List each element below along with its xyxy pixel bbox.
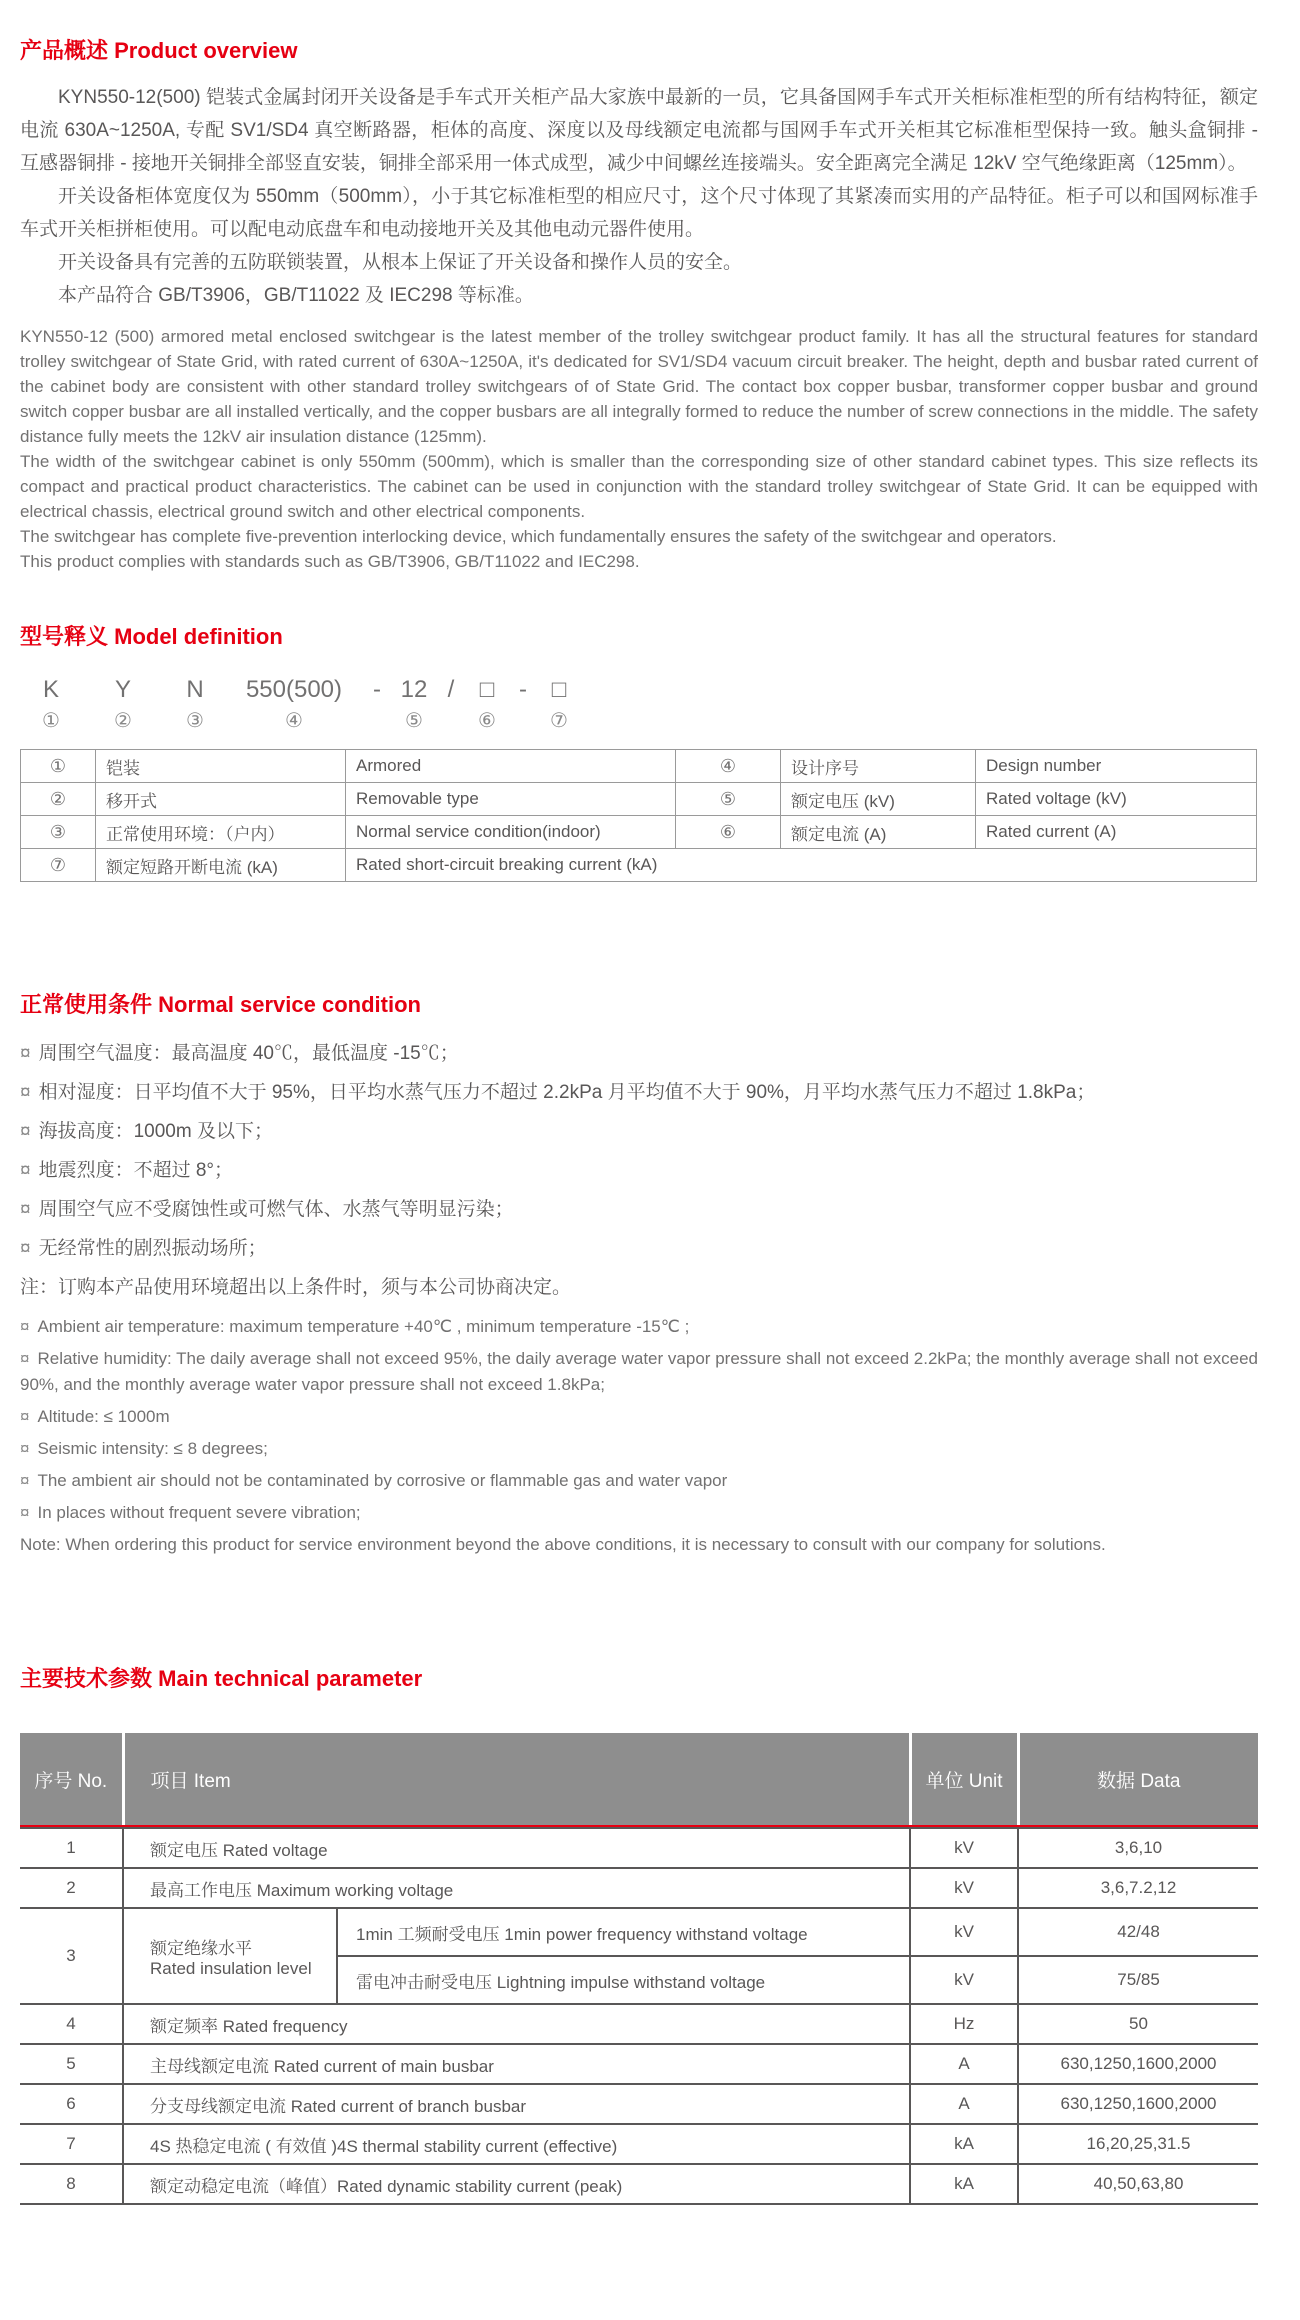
column-header-unit: 单位 Unit — [910, 1733, 1018, 1825]
formula-symbol: - — [373, 676, 381, 703]
item-cell: 额定频率 Rated frequency — [123, 2004, 910, 2044]
list-item-text: 地震烈度：不超过 8°； — [38, 1160, 234, 1181]
service-condition-list-cn — [20, 1041, 1258, 1301]
data-cell: 75/85 — [1018, 1956, 1258, 2004]
row-number-cell: 8 — [20, 2164, 123, 2204]
table-row — [20, 2084, 1258, 2124]
row-number-cell: 2 — [20, 1868, 123, 1908]
formula-item — [516, 677, 530, 709]
formula-index: ⑥ — [478, 710, 496, 732]
item-cell: 最高工作电压 Maximum working voltage — [123, 1868, 910, 1908]
row-number-cell: 3 — [20, 1908, 123, 2004]
model-index-cell: ⑦ — [21, 849, 96, 882]
formula-index: ⑦ — [550, 710, 568, 732]
overview-en-paragraph: The width of the switchgear cabinet is only 550mm (500mm), which is smaller than the corresponding size of other standard cabinet types. This size reflects its compact and practical product characteristics. The cabinet can be used in conjunction with the standard trolley switchgear of State Grid. It can be equipped with electrical chassis, electrical ground switch and other electrical components. — [20, 452, 1258, 521]
service-note-cn: 注：订购本产品使用环境超出以上条件时，须与本公司协商决定。 — [20, 1277, 572, 1298]
formula-symbol: □ — [479, 676, 495, 703]
list-item-text: The ambient air should not be contaminated by corrosive or flammable gas and water vapor — [37, 1471, 728, 1490]
model-index-cell: ② — [21, 783, 96, 816]
list-item-text: 周围空气应不受腐蚀性或可燃气体、水蒸气等明显污染； — [38, 1199, 514, 1220]
unit-cell: kA — [910, 2164, 1018, 2204]
model-cn-cell: 额定短路开断电流 (kA) — [96, 849, 346, 882]
row-number-cell: 4 — [20, 2004, 123, 2044]
list-item — [20, 1500, 1258, 1526]
overview-en-paragraph: This product complies with standards such as GB/T3906, GB/T11022 and IEC298. — [20, 552, 640, 571]
normal-service-condition-heading: 正常使用条件 Normal service condition — [20, 992, 421, 1017]
formula-symbol: - — [519, 676, 527, 703]
list-item — [20, 1314, 1258, 1340]
bullet-icon: ¤ — [20, 1349, 30, 1368]
item-cell: 额定电压 Rated voltage — [123, 1828, 910, 1868]
column-header-data: 数据 Data — [1018, 1733, 1258, 1825]
item-cell: 额定动稳定电流（峰值）Rated dynamic stability current (peak) — [123, 2164, 910, 2204]
overview-cn-paragraph: 开关设备具有完善的五防联锁装置，从根本上保证了开关设备和操作人员的安全。 — [58, 252, 743, 273]
model-cn-cell: 设计序号 — [781, 750, 976, 783]
table-row — [21, 816, 1257, 849]
list-item — [20, 1468, 1258, 1494]
item-cell: 主母线额定电流 Rated current of main busbar — [123, 2044, 910, 2084]
list-item-text: 海拔高度：1000m 及以下； — [38, 1121, 273, 1142]
bullet-icon: ¤ — [20, 1160, 31, 1181]
unit-cell: kV — [910, 1868, 1018, 1908]
unit-cell: kV — [910, 1956, 1018, 2004]
formula-index: ④ — [285, 710, 303, 732]
overview-chinese-paragraphs — [20, 81, 1258, 312]
list-item — [20, 1436, 1258, 1462]
bullet-icon: ¤ — [20, 1238, 31, 1259]
formula-item — [472, 677, 502, 733]
bullet-icon: ¤ — [20, 1121, 31, 1142]
sub-item-cell: 1min 工频耐受电压 1min power frequency withstand voltage — [337, 1908, 910, 1956]
model-en-cell: Rated voltage (kV) — [976, 783, 1257, 816]
list-item-text: Ambient air temperature: maximum temperature +40℃ , minimum temperature -15℃ ; — [37, 1317, 690, 1336]
formula-symbol: / — [447, 676, 455, 703]
formula-item — [544, 677, 574, 733]
data-cell: 3,6,10 — [1018, 1828, 1258, 1868]
bullet-icon: ¤ — [20, 1439, 30, 1458]
formula-index: ⑤ — [405, 710, 423, 732]
formula-symbol: K — [42, 676, 59, 703]
model-index-cell: ⑥ — [676, 816, 781, 849]
formula-item — [244, 677, 344, 733]
list-item — [20, 1404, 1258, 1430]
list-item-text: Relative humidity: The daily average shall not exceed 95%, the daily average water vapor pressure shall not exceed 2.2kPa; the monthly average shall not exceed 90%, and the monthly average water vapor pressure shall not exceed 1.8kPa; — [20, 1349, 1258, 1394]
bullet-icon: ¤ — [20, 1199, 31, 1220]
list-item-text: 相对湿度：日平均值不大于 95%，日平均水蒸气压力不超过 2.2kPa 月平均值不大于 90%，月平均水蒸气压力不超过 1.8kPa； — [38, 1082, 1096, 1103]
table-row — [20, 2004, 1258, 2044]
formula-index: ③ — [186, 710, 204, 732]
list-item — [20, 1236, 1258, 1262]
unit-cell: kV — [910, 1828, 1018, 1868]
formula-item — [398, 677, 430, 733]
model-index-cell: ① — [21, 750, 96, 783]
main-technical-parameter-table — [20, 1733, 1258, 2205]
unit-cell: A — [910, 2084, 1018, 2124]
list-item-text: Seismic intensity: ≤ 8 degrees; — [37, 1439, 268, 1458]
row-number-cell: 1 — [20, 1828, 123, 1868]
list-item-text: 周围空气温度：最高温度 40℃，最低温度 -15℃； — [38, 1043, 459, 1064]
formula-index: ① — [42, 710, 60, 732]
service-condition-list-en — [20, 1314, 1258, 1558]
model-definition-heading: 型号释义 Model definition — [20, 624, 283, 649]
main-technical-parameter-heading: 主要技术参数 Main technical parameter — [20, 1666, 423, 1691]
unit-cell: kA — [910, 2124, 1018, 2164]
unit-cell: A — [910, 2044, 1018, 2084]
model-code-formula — [28, 677, 1258, 733]
table-header-row — [20, 1733, 1258, 1825]
bullet-icon: ¤ — [20, 1407, 30, 1426]
list-item — [20, 1158, 1258, 1184]
model-index-cell: ⑤ — [676, 783, 781, 816]
table-row — [20, 2124, 1258, 2164]
formula-symbol: 12 — [400, 676, 428, 703]
model-definition-table — [20, 749, 1257, 882]
bullet-icon: ¤ — [20, 1503, 30, 1522]
item-cn-label: 额定绝缘水平 — [150, 1938, 252, 1958]
sub-item-cell: 雷电冲击耐受电压 Lightning impulse withstand voltage — [337, 1956, 910, 2004]
item-cell: 4S 热稳定电流 ( 有效值 )4S thermal stability current (effective) — [123, 2124, 910, 2164]
formula-symbol: N — [186, 676, 204, 703]
unit-cell: kV — [910, 1908, 1018, 1956]
data-cell: 42/48 — [1018, 1908, 1258, 1956]
bullet-icon: ¤ — [20, 1317, 30, 1336]
list-item — [20, 1041, 1258, 1067]
row-number-cell: 5 — [20, 2044, 123, 2084]
bullet-icon: ¤ — [20, 1471, 30, 1490]
row-number-cell: 7 — [20, 2124, 123, 2164]
formula-item — [28, 677, 74, 733]
item-en-label: Rated insulation level — [150, 1958, 312, 1978]
data-cell: 3,6,7.2,12 — [1018, 1868, 1258, 1908]
column-header-item: 项目 Item — [123, 1733, 910, 1825]
column-header-no: 序号 No. — [20, 1733, 123, 1825]
list-item-text: 无经常性的剧烈振动场所； — [38, 1238, 267, 1259]
model-cn-cell: 正常使用环境：（户内） — [96, 816, 346, 849]
table-row — [20, 1868, 1258, 1908]
overview-cn-paragraph: KYN550-12(500) 铠装式金属封闭开关设备是手车式开关柜产品大家族中最新的一员，它具备国网手车式开关柜标准柜型的所有结构特征，额定电流 630A~1250A, 专配 SV1/SD4 真空断路器，柜体的高度、深度以及母线额定电流都与国网手车式开关柜其它标准柜型保持一致。触头盒铜排 - 互感器铜排 - 接地开关铜排全部竖直安装，铜排全部采用一体式成型，减少中间螺丝连接端头。安全距离完全满足 12kV 空气绝缘距离（125mm）。 — [20, 87, 1258, 174]
formula-symbol: Y — [114, 676, 131, 703]
model-index-cell: ④ — [676, 750, 781, 783]
service-note-en: Note: When ordering this product for service environment beyond the above conditions, it is necessary to consult with our company for solutions. — [20, 1535, 1106, 1554]
section-model-definition — [20, 620, 1258, 882]
formula-item — [444, 677, 458, 709]
model-index-cell: ③ — [21, 816, 96, 849]
model-en-cell: Removable type — [346, 783, 676, 816]
data-cell: 630,1250,1600,2000 — [1018, 2044, 1258, 2084]
list-item-text: In places without frequent severe vibration; — [37, 1503, 361, 1522]
section-product-overview — [20, 34, 1258, 574]
table-row — [20, 1908, 1258, 1956]
table-row — [20, 2164, 1258, 2204]
product-overview-heading: 产品概述 Product overview — [20, 38, 298, 63]
row-number-cell: 6 — [20, 2084, 123, 2124]
formula-item — [370, 677, 384, 709]
unit-cell: Hz — [910, 2004, 1018, 2044]
list-item — [20, 1346, 1258, 1398]
formula-symbol: □ — [551, 676, 567, 703]
overview-cn-paragraph: 开关设备柜体宽度仅为 550mm（500mm），小于其它标准柜型的相应尺寸，这个尺寸体现了其紧凑而实用的产品特征。柜子可以和国网标准手车式开关柜拼柜使用。可以配电动底盘车和电动接地开关及其他电动元器件使用。 — [20, 186, 1258, 240]
list-item — [20, 1119, 1258, 1145]
overview-en-paragraph: The switchgear has complete five-prevention interlocking device, which fundamentally ensures the safety of the switchgear and operators. — [20, 527, 1057, 546]
data-cell: 16,20,25,31.5 — [1018, 2124, 1258, 2164]
table-row — [21, 750, 1257, 783]
bullet-icon: ¤ — [20, 1043, 31, 1064]
data-cell: 40,50,63,80 — [1018, 2164, 1258, 2204]
section-main-technical-parameter — [20, 1662, 1258, 2205]
model-en-cell: Armored — [346, 750, 676, 783]
table-row — [21, 783, 1257, 816]
model-cn-cell: 额定电压 (kV) — [781, 783, 976, 816]
model-en-cell: Normal service condition(indoor) — [346, 816, 676, 849]
bullet-icon: ¤ — [20, 1082, 31, 1103]
list-item — [20, 1197, 1258, 1223]
model-en-cell: Design number — [976, 750, 1257, 783]
model-cn-cell: 铠装 — [96, 750, 346, 783]
overview-en-paragraph: KYN550-12 (500) armored metal enclosed switchgear is the latest member of the trolley switchgear product family. It has all the structural features for standard trolley switchgear of State Grid, with rated current of 630A~1250A, it's dedicated for SV1/SD4 vacuum circuit breaker. The height, depth and busbar rated current of the cabinet body are consistent with other standard trolley switchgears of of State Grid. The contact box copper busbar, transformer copper busbar and ground switch copper busbar are all installed vertically, and the copper busbars are all integrally formed to reduce the number of screw connections in the middle. The safety distance fully meets the 12kV air insulation distance (125mm). — [20, 327, 1258, 446]
formula-index: ② — [114, 710, 132, 732]
formula-item — [172, 677, 218, 733]
model-en-cell: Rated current (A) — [976, 816, 1257, 849]
list-item-text: Altitude: ≤ 1000m — [37, 1407, 170, 1426]
table-row — [20, 2044, 1258, 2084]
model-en-cell: Rated short-circuit breaking current (kA) — [346, 849, 1257, 882]
item-cell — [123, 1908, 337, 2004]
param-table-header — [20, 1733, 1258, 1825]
table-row — [20, 1828, 1258, 1868]
formula-item — [100, 677, 146, 733]
section-normal-service-condition — [20, 988, 1258, 1558]
table-row — [21, 849, 1257, 882]
item-cell: 分支母线额定电流 Rated current of branch busbar — [123, 2084, 910, 2124]
model-cn-cell: 移开式 — [96, 783, 346, 816]
overview-cn-paragraph: 本产品符合 GB/T3906，GB/T11022 及 IEC298 等标准。 — [58, 285, 534, 306]
data-cell: 630,1250,1600,2000 — [1018, 2084, 1258, 2124]
list-item — [20, 1080, 1258, 1106]
model-cn-cell: 额定电流 (A) — [781, 816, 976, 849]
formula-symbol: 550(500) — [245, 676, 343, 703]
overview-english-paragraphs — [20, 324, 1258, 574]
data-cell: 50 — [1018, 2004, 1258, 2044]
